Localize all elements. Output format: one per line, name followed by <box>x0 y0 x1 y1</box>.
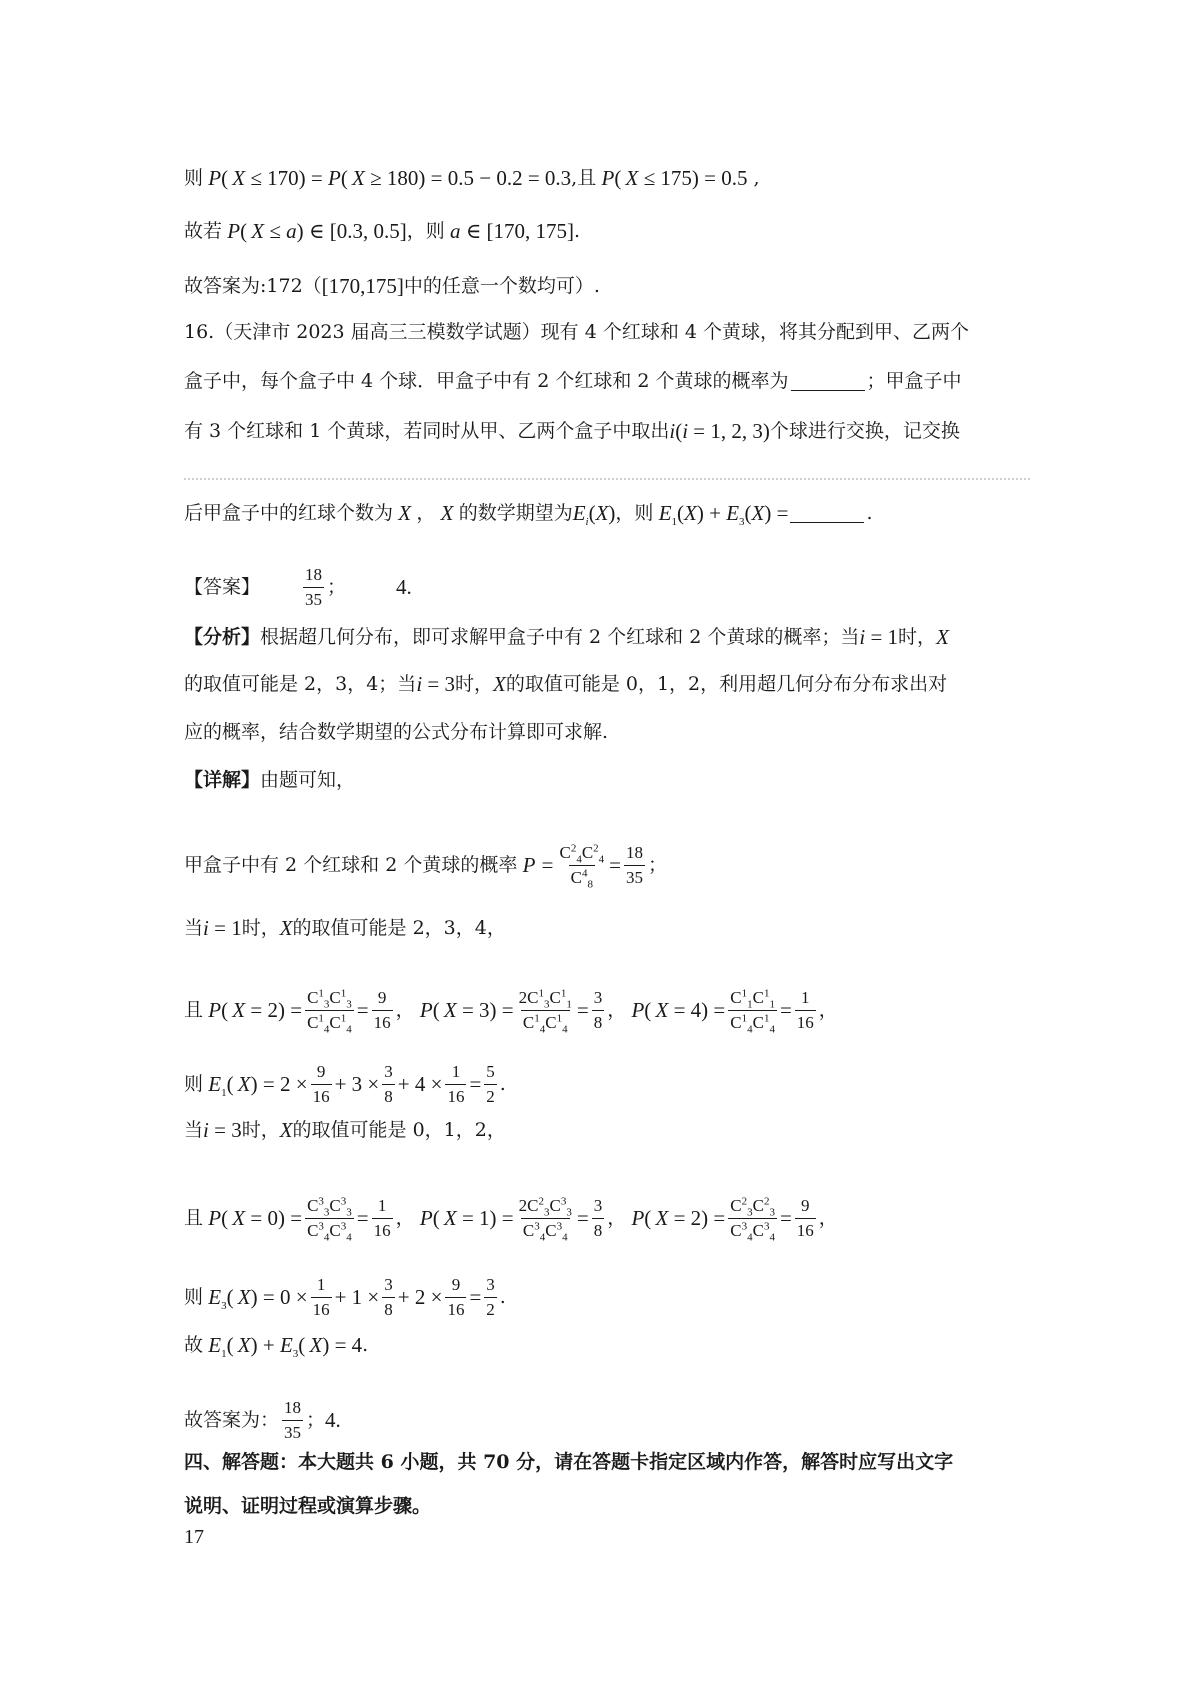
frac-18-35: $\frac{18}{35}$ <box>305 565 323 609</box>
detail-i1-line: 当 i = 1 时， X 的取值可能是 2，3，4， <box>184 916 506 940</box>
math-i-eq-3-b: i = 3 <box>203 1118 242 1142</box>
q16-text-6: 后甲盒子中的红球个数为 <box>184 502 394 524</box>
line-range-conclusion: 故若 P( X ≤ a) ∈ [0.3, 0.5] ， 则 a ∈ [170, 175] . <box>184 219 581 243</box>
text-gu: 故 <box>184 1334 204 1356</box>
q16-text-2: 盒子中，每个盒子中 4 个球．甲盒子中有 2 个红球和 2 个黄球的概率为 <box>184 370 789 392</box>
frac-c42c42-c84: $\frac{C^2_4C^2_4}{C^4_8}$ <box>559 842 605 890</box>
answer-blank-1 <box>791 372 865 391</box>
detail-i3-mid: 时， <box>241 1119 280 1141</box>
detail-dist-i3: 且 P( X = 0) = $\frac{C^3_3C^3_3}{C^3_4C^3_4}$ = $\frac{1}{16}$ ， P( X = 1) = $\frac{2C^2_3C^3_3}{C^3_4C^3_4}$ = $\frac{3}{8}$ ， P( X = 2) = $\frac{C^2_3C^2_3}{C^3_4C^3_4}$ = $\frac{9}{16}$ ， <box>184 1195 838 1243</box>
q16-line-1 <box>184 323 1030 342</box>
frac-px0: $\frac{C^3_3C^3_3}{C^3_4C^3_4}$ <box>307 1195 352 1243</box>
detail-i3-line: 当 i = 3 时， X 的取值可能是 0，1，2， <box>184 1118 506 1142</box>
line-prob-interval: 则 P( X ≤ 170) = P( X ≥ 180) = 0.5 − 0.2 = 0.3 , 且 P( X ≤ 175) = 0.5 , <box>184 166 760 190</box>
text-answer-15-pre: 故答案为:172（ <box>184 275 322 297</box>
math-e1-plus-e3: $E_1(X) + E_3(X)$ = <box>658 501 789 529</box>
answer-blank-2 <box>790 504 864 523</box>
text-ze-3: 则 <box>184 1072 204 1095</box>
q16-number: 16. <box>184 321 215 343</box>
math-x-4: X <box>493 672 506 696</box>
detail-line-1 <box>184 771 1030 790</box>
page-number: 17 <box>184 1526 204 1548</box>
final-label: 故答案为： <box>184 1408 280 1431</box>
math-prob-175: P( X ≤ 175) = 0.5 <box>601 166 748 190</box>
analysis-text-2c: 的取值可能是 0，1，2，利用超几何分布分布求出对 <box>505 673 948 695</box>
text-qie-3: 且 <box>184 1206 204 1229</box>
section4-line-1 <box>184 1453 1030 1472</box>
detail-final <box>184 1398 1030 1442</box>
answer-sep: ； <box>327 575 347 598</box>
detail-sum: 故 $E_1$( $X) + E_3$( X) = 4 . <box>184 1333 369 1361</box>
detail-dist-i1: 且 P( X = 2) = $\frac{C^1_3C^1_3}{C^1_4C^1_4}$ = $\frac{9}{16}$ ， P( X = 3) = $\frac{2C^1_3C^1_1}{C^1_4C^1_4}$ = $\frac{3}{8}$ ， P( X = 4) = $\frac{C^1_1C^1_1}{C^1_4C^1_4}$ = $\frac{1}{16}$ ， <box>184 987 838 1035</box>
q16-text-7: 的数学期望为 <box>458 502 573 524</box>
text-qie-2: 且 <box>184 998 204 1021</box>
frac-px2-b: $\frac{C^2_3C^2_3}{C^3_4C^3_4}$ <box>730 1195 775 1243</box>
analysis-line-1 <box>184 627 1030 648</box>
math-prob-a: P( X ≤ a) ∈ [0.3, 0.5] <box>227 219 407 243</box>
q16-text-5: 个球进行交换，记交换 <box>769 420 960 442</box>
detail-i1-mid: 时， <box>241 917 280 939</box>
final-sep: ； <box>306 1408 326 1431</box>
text-guruo: 故若 <box>184 220 223 242</box>
math-i-eq-1-b: i = 1 <box>203 916 242 940</box>
detail-i3-post: 的取值可能是 0，1，2， <box>292 1119 506 1141</box>
q16-line-2 <box>184 372 1030 391</box>
frac-18-35-c: $\frac{18}{35}$ <box>284 1398 302 1442</box>
analysis-text-1b: 时， <box>898 626 937 648</box>
section4-text-1: 四、解答题：本大题共 6 小题，共 70 分，请在答题卡指定区域内作答，解答时应写出文字 <box>184 1451 954 1473</box>
section4-line-2 <box>184 1497 1030 1516</box>
line-answer-15 <box>184 276 1030 297</box>
answer-label: 【答案】 <box>184 575 261 598</box>
analysis-text-2b: 时， <box>455 673 494 695</box>
math-ei: $E_i(X)$ <box>572 501 616 529</box>
text-ze: 则 <box>184 167 204 189</box>
analysis-text-3: 应的概率，结合数学期望的公式分布计算即可求解. <box>184 721 609 743</box>
analysis-label: 【分析】 <box>184 626 261 648</box>
analysis-line-3 <box>184 723 1030 742</box>
q16-text-1: 现有 4 个红球和 4 个黄球，将其分配到甲、乙两个 <box>540 321 969 343</box>
analysis-line-2 <box>184 674 1030 695</box>
detail-i3-pre: 当 <box>184 1119 204 1141</box>
math-x-2: X <box>435 501 459 525</box>
frac-px4: $\frac{C^1_1C^1_1}{C^1_4C^1_4}$ <box>730 987 775 1035</box>
math-i-eq-3: i = 3 <box>416 672 455 696</box>
math-a-range: a ∈ [170, 175] <box>449 219 574 243</box>
frac-18-35-b: $\frac{18}{35}$ <box>626 843 643 887</box>
section4-text-2: 说明、证明过程或演算步骤。 <box>184 1495 432 1517</box>
detail-e3: 则 $E_3$( X) = 0 × $\frac{1}{16}$ + 1 × $\frac{3}{8}$ + 2 × $\frac{9}{16}$ = $\frac{3}{2}$ . <box>184 1275 506 1319</box>
answer-line <box>184 565 1030 609</box>
math-i-set: i(i = 1, 2, 3) <box>669 419 770 443</box>
detail-i1-pre: 当 <box>184 917 204 939</box>
detail-label: 【详解】 <box>184 769 261 791</box>
detail-i1-post: 的取值可能是 2，3，4， <box>292 917 506 939</box>
math-x: X <box>393 501 417 525</box>
q16-text-3: ；甲盒子中 <box>866 370 962 392</box>
q16-text-4: 有 3 个红球和 1 个黄球，若同时从甲、乙两个盒子中取出 <box>184 420 670 442</box>
math-x-3: X <box>936 625 949 649</box>
text-ze-4: 则 <box>184 1285 204 1308</box>
analysis-text-1: 根据超几何分布，即可求解甲盒子中有 2 个红球和 2 个黄球的概率；当 <box>260 626 860 648</box>
dotted-divider <box>184 478 1030 480</box>
text-ze-2: 则 <box>425 220 445 242</box>
detail-prob-line: 甲盒子中有 2 个红球和 2 个黄球的概率 P = $\frac{C^2_4C^2_4}{C^4_8}$ = $\frac{18}{35}$ ； <box>184 842 668 890</box>
math-prob-170-180: P( X ≤ 170) = P( X ≥ 180) = 0.5 − 0.2 = 0.3 <box>208 166 572 190</box>
detail-prob-text: 甲盒子中有 2 个红球和 2 个黄球的概率 <box>184 853 518 876</box>
q16-source: （天津市 2023 届高三三模数学试题） <box>214 321 541 343</box>
q16-line-3 <box>184 421 1030 442</box>
detail-intro: 由题可知， <box>260 769 356 791</box>
frac-px1: $\frac{2C^2_3C^3_3}{C^3_4C^3_4}$ <box>518 1195 572 1243</box>
math-interval: [170,175] <box>321 274 404 298</box>
math-i-eq-1: i = 1 <box>859 625 899 649</box>
text-answer-15-post: 中的任意一个数均可）. <box>403 275 600 297</box>
q16-line-4: 后甲盒子中的红球个数为 X ， X 的数学期望为 $E_i(X)$ ，则 $E_1(X) + E_3(X)$ = . <box>184 501 873 529</box>
frac-px2: $\frac{C^1_3C^1_3}{C^1_4C^1_4}$ <box>307 987 352 1035</box>
detail-e1: 则 $E_1$( X) = 2 × $\frac{9}{16}$ + 3 × $\frac{3}{8}$ + 4 × $\frac{1}{16}$ = $\frac{5}{2}$ . <box>184 1062 506 1106</box>
final-second: 4. <box>325 1407 341 1432</box>
analysis-text-2: 的取值可能是 2，3，4；当 <box>184 673 417 695</box>
frac-px3: $\frac{2C^1_3C^1_1}{C^1_4C^1_4}$ <box>518 987 572 1035</box>
text-qie: 且 <box>577 167 597 189</box>
answer-second: 4. <box>396 574 412 599</box>
math-p: P = <box>517 852 555 877</box>
q16-text-8: ，则 <box>615 502 654 524</box>
